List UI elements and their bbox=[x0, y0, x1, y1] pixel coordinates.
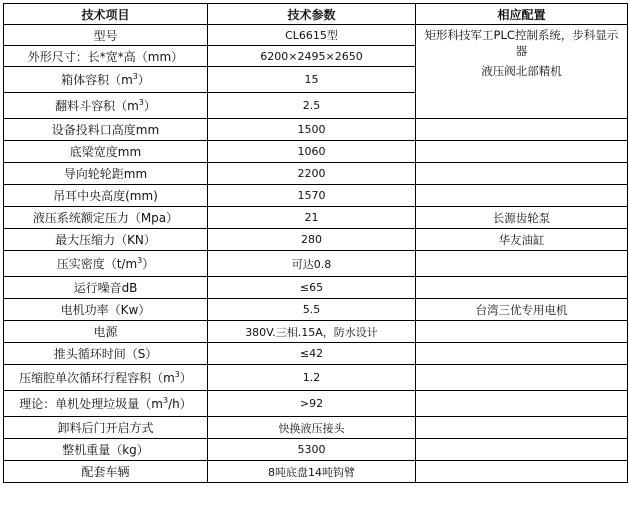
row-config bbox=[416, 461, 628, 483]
row-item: 运行噪音dB bbox=[4, 277, 208, 299]
row-config bbox=[416, 417, 628, 439]
row-item: 配套车辆 bbox=[4, 461, 208, 483]
row-item: 外形尺寸：长*宽*高（mm） bbox=[4, 46, 208, 67]
row-item: 电机功率（Kw） bbox=[4, 299, 208, 321]
row-config bbox=[416, 185, 628, 207]
row-config bbox=[416, 163, 628, 185]
table-row bbox=[4, 119, 628, 141]
header-item: 技术项目 bbox=[4, 4, 208, 25]
row-item: 液压系统额定压力（Mpa） bbox=[4, 207, 208, 229]
row-param: ≤65 bbox=[208, 277, 416, 299]
table-row bbox=[4, 163, 628, 185]
row-param: CL6615型 bbox=[208, 25, 416, 46]
row-param: 2200 bbox=[208, 163, 416, 185]
row-item: 推头循环时间（S） bbox=[4, 343, 208, 365]
row-item: 导向轮轮距mm bbox=[4, 163, 208, 185]
row-config bbox=[416, 321, 628, 343]
table-row bbox=[4, 251, 628, 277]
row-param: 5.5 bbox=[208, 299, 416, 321]
row-param: 1060 bbox=[208, 141, 416, 163]
table-row bbox=[4, 141, 628, 163]
row-config: 台湾三优专用电机 bbox=[416, 299, 628, 321]
table-row bbox=[4, 461, 628, 483]
row-param: 280 bbox=[208, 229, 416, 251]
row-item: 理论：单机处理垃圾量$(m^3/h)$ bbox=[4, 391, 208, 417]
row-item: 压实密度$(t/m^3)$ bbox=[4, 251, 208, 277]
table-row bbox=[4, 365, 628, 391]
row-param: 8吨底盘14吨钩臂 bbox=[208, 461, 416, 483]
row-param: 15 bbox=[208, 67, 416, 93]
table-row bbox=[4, 321, 628, 343]
header-param: 技术参数 bbox=[208, 4, 416, 25]
row-param: 1570 bbox=[208, 185, 416, 207]
table-row bbox=[4, 391, 628, 417]
row-param: 21 bbox=[208, 207, 416, 229]
row-item: 最大压缩力（KN） bbox=[4, 229, 208, 251]
row-param: 2.5 bbox=[208, 93, 416, 119]
table-row bbox=[4, 229, 628, 251]
table-row bbox=[4, 439, 628, 461]
spec-table bbox=[3, 3, 628, 483]
row-param: 380V.三相.15A，防水设计 bbox=[208, 321, 416, 343]
row-item: 压缩腔单次循环行程容积$(m^3)$ bbox=[4, 365, 208, 391]
row-item: 设备投料口高度mm bbox=[4, 119, 208, 141]
row-config bbox=[416, 119, 628, 141]
row-config bbox=[416, 277, 628, 299]
row-item: 型号 bbox=[4, 25, 208, 46]
header-config: 相应配置 bbox=[416, 4, 628, 25]
row-item: 整机重量（kg） bbox=[4, 439, 208, 461]
row-param: 1500 bbox=[208, 119, 416, 141]
row-param: 1.2 bbox=[208, 365, 416, 391]
row-config: 华友油缸 bbox=[416, 229, 628, 251]
row-item: 吊耳中央高度(mm) bbox=[4, 185, 208, 207]
table-row bbox=[4, 343, 628, 365]
row-config: 长源齿轮泵 bbox=[416, 207, 628, 229]
config-valve: 液压阀北部精机 bbox=[481, 64, 562, 78]
table-row bbox=[4, 299, 628, 321]
row-item: 卸料后门开启方式 bbox=[4, 417, 208, 439]
row-param: 6200×2495×2650 bbox=[208, 46, 416, 67]
row-param: 5300 bbox=[208, 439, 416, 461]
row-config bbox=[416, 251, 628, 277]
row-config bbox=[416, 141, 628, 163]
row-item: 底梁宽度mm bbox=[4, 141, 208, 163]
row-config bbox=[416, 439, 628, 461]
config-plc: 矩形科技军工PLC控制系统，步科显示器 bbox=[424, 28, 619, 58]
row-param: ≤42 bbox=[208, 343, 416, 365]
table-row bbox=[4, 185, 628, 207]
row-param: 可达0.8 bbox=[208, 251, 416, 277]
merged-config-cell bbox=[416, 25, 628, 119]
row-item: 箱体容积$(m^3)$ bbox=[4, 67, 208, 93]
row-item: 电源 bbox=[4, 321, 208, 343]
row-config bbox=[416, 343, 628, 365]
row-item: 翻料斗容积$(m^3)$ bbox=[4, 93, 208, 119]
table-row bbox=[4, 25, 628, 46]
table-row bbox=[4, 417, 628, 439]
table-row bbox=[4, 277, 628, 299]
row-config bbox=[416, 365, 628, 391]
row-param: >92 bbox=[208, 391, 416, 417]
header-row bbox=[4, 4, 628, 25]
table-row bbox=[4, 207, 628, 229]
row-config bbox=[416, 391, 628, 417]
row-param: 快换液压接头 bbox=[208, 417, 416, 439]
